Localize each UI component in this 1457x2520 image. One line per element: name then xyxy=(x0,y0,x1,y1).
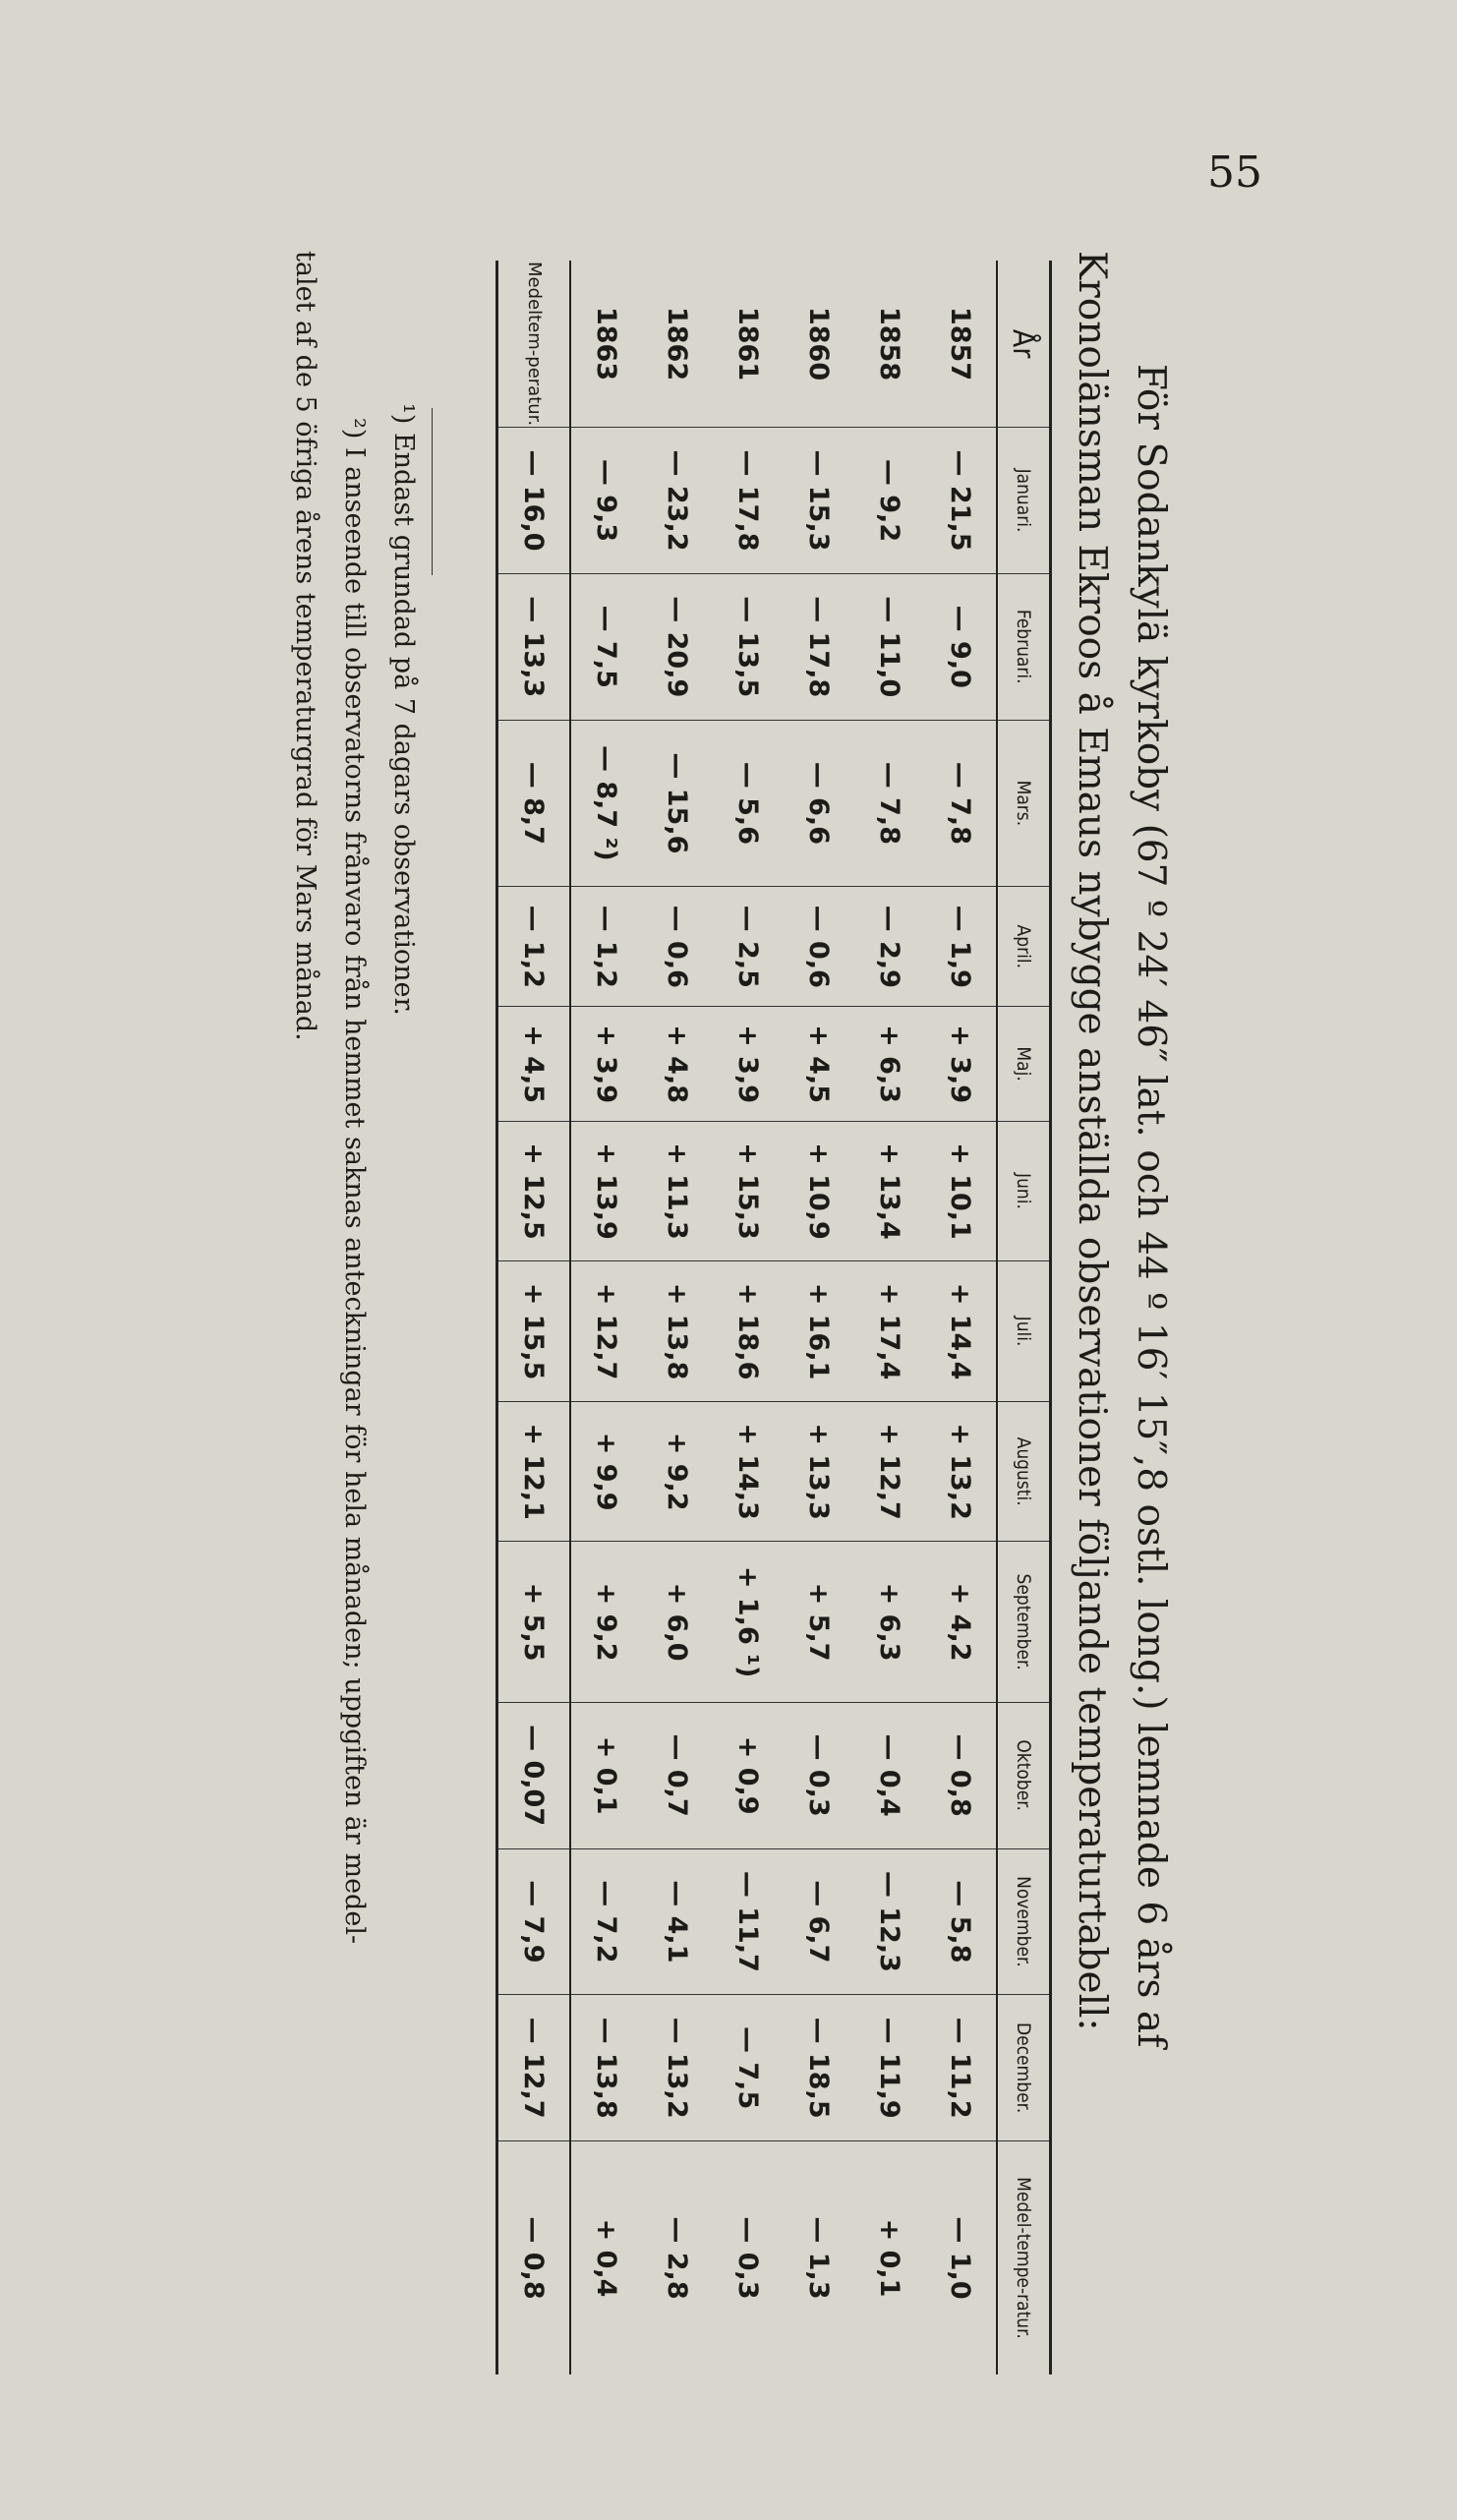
value-cell: — 0,6 xyxy=(784,887,854,1007)
value-cell: + 10,1 xyxy=(925,1121,997,1261)
table-row xyxy=(854,261,925,2374)
column-header: Oktober. xyxy=(997,1702,1051,1848)
value-cell: — 13,8 xyxy=(570,1995,642,2141)
table-header-row xyxy=(997,261,1051,2374)
value-cell: — 0,3 xyxy=(732,2216,764,2300)
footnote-1: ¹) Endast grundad på 7 dagars observationer. xyxy=(388,403,419,1017)
column-header: Augusti. xyxy=(997,1401,1051,1542)
footnote-rule xyxy=(432,408,433,575)
column-header: November. xyxy=(997,1848,1051,1995)
value-cell: + 0,1 xyxy=(570,1702,642,1848)
value-cell: + 3,9 xyxy=(925,1007,997,1121)
column-header: Februari. xyxy=(997,573,1051,720)
value-cell: — 20,9 xyxy=(642,573,713,720)
column-header: Medel-tempe-ratur. xyxy=(997,2141,1051,2375)
value-cell: — 7,2 xyxy=(570,1848,642,1995)
value-cell: + 12,7 xyxy=(570,1261,642,1402)
mean-value-cell: — 7,9 xyxy=(497,1848,571,1995)
mean-value-cell: — 12,7 xyxy=(497,1995,571,2141)
value-cell: + 6,3 xyxy=(854,1007,925,1121)
value-cell: + 3,9 xyxy=(570,1007,642,1121)
year-cell: 1857 xyxy=(925,261,997,428)
value-cell: — 0,7 xyxy=(642,1702,713,1848)
page-number: 55 xyxy=(1207,147,1262,198)
value-cell: + 6,0 xyxy=(642,1542,713,1702)
value-cell: — 1,9 xyxy=(925,887,997,1007)
value-cell: — 5,6 xyxy=(713,720,784,886)
table-row xyxy=(713,261,784,2374)
value-cell: — 7,5 xyxy=(713,1995,784,2141)
year-cell: 1860 xyxy=(784,261,854,428)
column-header: Juni. xyxy=(997,1121,1051,1261)
column-header: December. xyxy=(997,1995,1051,2141)
value-cell: — 15,6 xyxy=(642,720,713,886)
value-cell: — 9,2 xyxy=(854,428,925,574)
column-header: Mars. xyxy=(997,720,1051,886)
mean-value-cell: + 4,5 xyxy=(497,1007,571,1121)
value-cell: + 0,9 xyxy=(713,1702,784,1848)
table-row xyxy=(925,261,997,2374)
table-row xyxy=(570,261,642,2374)
value-cell: — 6,7 xyxy=(784,1848,854,1995)
value-cell: — 1,3 xyxy=(803,2216,835,2300)
mean-value-cell: + 12,5 xyxy=(497,1121,571,1261)
value-cell: — 12,3 xyxy=(854,1848,925,1995)
value-cell: + 9,9 xyxy=(570,1401,642,1542)
intro-line-1: För Sodankylä kyrkoby (67 º 24′ 46″ lat. och 44 º 16′ 15″,8 ostl. long.) lemnade 6 års af xyxy=(1129,364,1173,2048)
value-cell: + 4,5 xyxy=(784,1007,854,1121)
value-cell: + 13,8 xyxy=(642,1261,713,1402)
intro-paragraph xyxy=(1062,251,1180,2365)
footnotes xyxy=(280,251,433,2394)
intro-line-2: Kronolänsman Ekroos å Emaus nybygge anställda observationer följande temperaturtabell: xyxy=(1070,251,1114,2031)
value-cell: + 9,2 xyxy=(642,1401,713,1542)
table-row xyxy=(784,261,854,2374)
year-cell: 1858 xyxy=(854,261,925,428)
value-cell: — 11,2 xyxy=(925,1995,997,2141)
year-cell: 1862 xyxy=(642,261,713,428)
mean-row xyxy=(497,261,571,2374)
year-cell: 1861 xyxy=(713,261,784,428)
value-cell: — 0,4 xyxy=(854,1702,925,1848)
mean-value-cell: — 16,0 xyxy=(497,428,571,574)
value-cell: — 7,8 xyxy=(854,720,925,886)
value-cell: — 11,0 xyxy=(854,573,925,720)
value-cell: — 5,8 xyxy=(925,1848,997,1995)
value-cell: — 0,8 xyxy=(925,1702,997,1848)
mean-value-cell: + 5,5 xyxy=(497,1542,571,1702)
table-row xyxy=(642,261,713,2374)
temperature-table xyxy=(495,261,1052,2374)
footnote-2-line-1: ²) I anseende till observatorns frånvaro från hemmet saknas anteckningar för hela månaden; uppgiften är medel- xyxy=(339,418,370,1945)
value-cell: + 18,6 xyxy=(713,1261,784,1402)
value-cell: — 13,2 xyxy=(642,1995,713,2141)
mean-value-cell: — 13,3 xyxy=(497,573,571,720)
value-cell: + 6,3 xyxy=(854,1542,925,1702)
value-cell: + 15,3 xyxy=(713,1121,784,1261)
value-cell: — 11,7 xyxy=(713,1848,784,1995)
value-cell: — 1,0 xyxy=(945,2216,976,2300)
year-cell: 1863 xyxy=(570,261,642,428)
value-cell: + 13,2 xyxy=(925,1401,997,1542)
value-cell: — 17,8 xyxy=(713,428,784,574)
value-cell: — 13,5 xyxy=(713,573,784,720)
value-cell: + 11,3 xyxy=(642,1121,713,1261)
value-cell: — 18,5 xyxy=(784,1995,854,2141)
value-cell: — 7,5 xyxy=(570,573,642,720)
value-cell: + 14,3 xyxy=(713,1401,784,1542)
value-cell: — 17,8 xyxy=(784,573,854,720)
value-cell: + 16,1 xyxy=(784,1261,854,1402)
value-cell: — 23,2 xyxy=(642,428,713,574)
value-cell: — 4,1 xyxy=(642,1848,713,1995)
mean-value-cell: + 12,1 xyxy=(497,1401,571,1542)
rotated-page-content xyxy=(147,251,1180,2404)
value-cell: — 0,6 xyxy=(642,887,713,1007)
value-cell: + 9,2 xyxy=(570,1542,642,1702)
value-cell: — 9,0 xyxy=(925,573,997,720)
value-cell: — 0,3 xyxy=(784,1702,854,1848)
value-cell: + 13,9 xyxy=(570,1121,642,1261)
column-header: Juli. xyxy=(997,1261,1051,1402)
value-cell: — 1,2 xyxy=(570,887,642,1007)
value-cell: + 10,9 xyxy=(784,1121,854,1261)
value-cell: + 0,4 xyxy=(591,2218,622,2298)
value-cell: — 2,9 xyxy=(854,887,925,1007)
mean-value-cell: — 0,07 xyxy=(497,1702,571,1848)
value-cell: + 14,4 xyxy=(925,1261,997,1402)
column-header: År xyxy=(997,261,1051,428)
value-cell: — 2,8 xyxy=(662,2216,693,2300)
value-cell: — 7,8 xyxy=(925,720,997,886)
value-cell: + 12,7 xyxy=(854,1401,925,1542)
value-cell: — 9,3 xyxy=(570,428,642,574)
value-cell: — 15,3 xyxy=(784,428,854,574)
mean-value-cell: + 15,5 xyxy=(497,1261,571,1402)
footnote-2-line-2: talet af de 5 öfriga årens temperaturgrad för Mars månad. xyxy=(290,251,321,1041)
value-cell: — 21,5 xyxy=(925,428,997,574)
value-cell: + 4,8 xyxy=(642,1007,713,1121)
mean-label: Medeltem-peratur. xyxy=(497,261,571,428)
value-cell: — 6,6 xyxy=(784,720,854,886)
value-cell: + 13,3 xyxy=(784,1401,854,1542)
value-cell: — 11,9 xyxy=(854,1995,925,2141)
value-cell: + 0,1 xyxy=(874,2218,905,2298)
table-body xyxy=(497,261,998,2374)
column-header: April. xyxy=(997,887,1051,1007)
value-cell: + 4,2 xyxy=(925,1542,997,1702)
value-cell: + 13,4 xyxy=(854,1121,925,1261)
value-cell: — 8,7 ²) xyxy=(570,720,642,886)
value-cell: + 5,7 xyxy=(784,1542,854,1702)
mean-value-cell: — 1,2 xyxy=(497,887,571,1007)
column-header: Maj. xyxy=(997,1007,1051,1121)
value-cell: + 1,6 ¹) xyxy=(713,1542,784,1702)
column-header: September. xyxy=(997,1542,1051,1702)
value-cell: + 3,9 xyxy=(713,1007,784,1121)
mean-value-cell: — 8,7 xyxy=(497,720,571,886)
value-cell: — 2,5 xyxy=(713,887,784,1007)
value-cell: + 17,4 xyxy=(854,1261,925,1402)
column-header: Januari. xyxy=(997,428,1051,574)
mean-value-cell: — 0,8 xyxy=(497,2141,571,2375)
